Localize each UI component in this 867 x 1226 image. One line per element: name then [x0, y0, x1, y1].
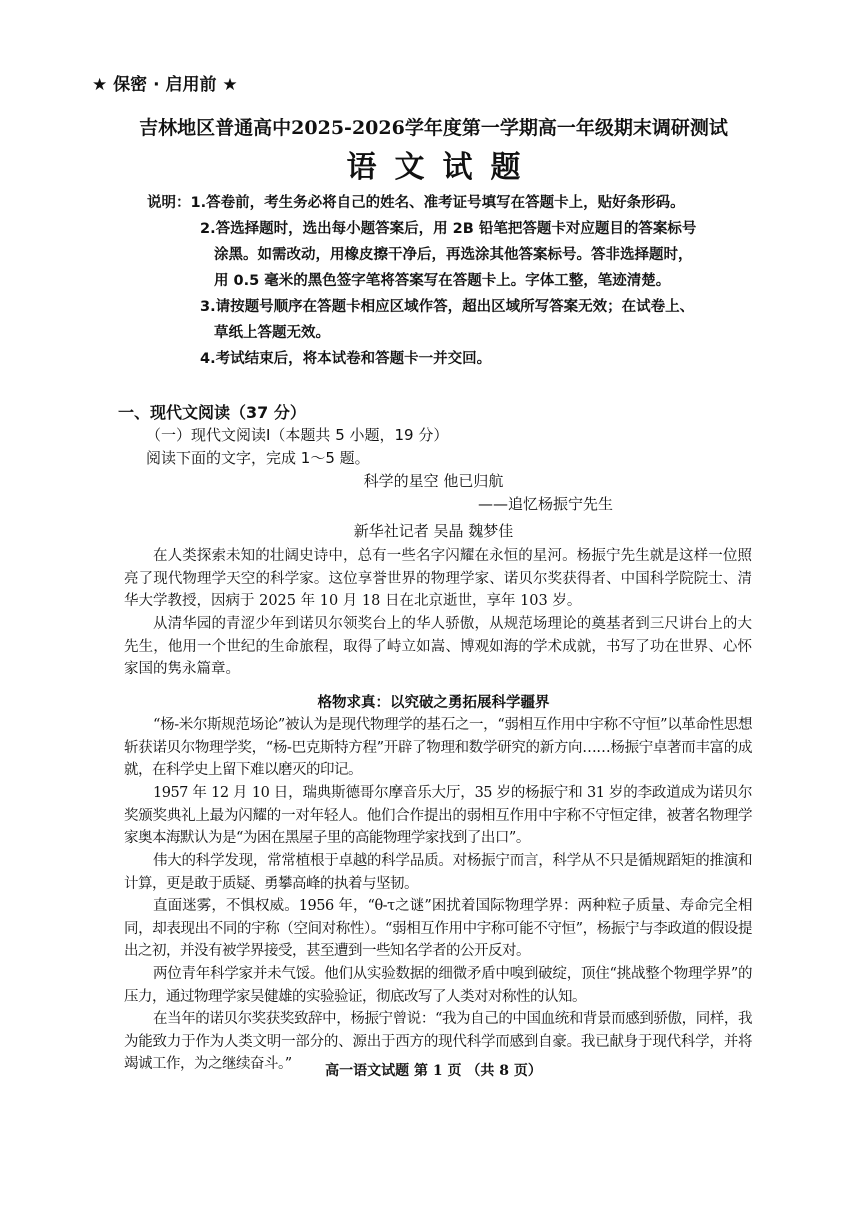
subject-title: 语文试题 [346, 150, 539, 185]
article-paragraph: 在人类探索未知的壮阔史诗中，总有一些名字闪耀在永恒的星河。杨振宁先生就是这样一位照亮了现代物理学天空的科学家。这位享誉世界的物理学家、诺贝尔奖获得者、中国科学院院士、清华大学教授，因病于 2025 年 10 月 18 日在北京逝世，享年 103 岁。 [124, 548, 752, 609]
instruction-line: 用 0.5 毫米的黑色签字笔将答案写在答题卡上。字体工整，笔迹清楚。 [214, 273, 671, 289]
article-title: 科学的星空 他已归航 [363, 472, 504, 490]
article-paragraph: 从清华园的青涩少年到诺贝尔领奖台上的华人骄傲，从规范场理论的奠基者到三尺讲台上的大先生，他用一个世纪的生命旅程，取得了峙立如嵩、博观如海的学术成就，书写了功在世界、心怀家国的隽永篇章。 [124, 616, 752, 677]
article-paragraph: 两位青年科学家并未气馁。他们从实验数据的细微矛盾中嗅到破绽，顶住“挑战整个物理学界”的压力，通过物理学家吴健雄的实验验证，彻底改写了人类对对称性的认知。 [124, 966, 752, 1005]
reading-prompt: 阅读下面的文字，完成 1～5 题。 [146, 449, 370, 467]
instruction-line: 涂黑。如需改动，用橡皮擦干净后，再选涂其他答案标号。答非选择题时， [214, 247, 693, 263]
exam-title: 吉林地区普通高中2025-2026学年度第一学期高一年级期末调研测试 [139, 117, 728, 139]
instruction-line: 草纸上答题无效。 [214, 325, 330, 341]
sub-heading: （一）现代文阅读Ⅰ（本题共 5 小题，19 分） [146, 426, 449, 444]
article-subtitle: ——追忆杨振宁先生 [478, 495, 614, 513]
article-paragraph: 伟大的科学发现，常常植根于卓越的科学品质。对杨振宁而言，科学从不只是循规蹈矩的推演和计算，更是敢于质疑、勇攀高峰的执着与坚韧。 [124, 853, 752, 892]
instruction-line: 2.答选择题时，选出每小题答案后，用 2B 铅笔把答题卡对应题目的答案标号 [200, 221, 697, 237]
confidential-mark: ★ 保密 · 启用前 ★ [92, 75, 238, 95]
instruction-line: 4.考试结束后，将本试卷和答题卡一并交回。 [200, 351, 492, 367]
article-section-title: 格物求真：以究破之勇拓展科学疆界 [317, 694, 550, 711]
section-heading: 一、现代文阅读（37 分） [118, 403, 306, 422]
article-paragraph: 直面迷雾，不惧权威。1956 年，“θ-τ之谜”困扰着国际物理学界：两种粒子质量、寿命完全相同，却表现出不同的宇称（空间对称性）。“弱相互作用中宇称可能不守恒”，杨振宁与李政道的假设提出之初，并没有被学界接受，甚至遭到一些知名学者的公开反对。 [124, 898, 752, 959]
article-paragraph: 1957 年 12 月 10 日，瑞典斯德哥尔摩音乐大厅，35 岁的杨振宁和 31 岁的李政道成为诺贝尔奖颁奖典礼上最为闪耀的一对年轻人。他们合作提出的弱相互作用中宇称不守恒定律，被著名物理学家奥本海默认为是“为困在黑屋子里的高能物理学家找到了出口”。 [124, 785, 752, 846]
instruction-line: 说明：1.答卷前，考生务必将自己的姓名、准考证号填写在答题卡上，贴好条形码。 [147, 195, 685, 211]
page-footer: 高一语文试题 第 1 页 （共 8 页） [325, 1063, 542, 1079]
article-byline: 新华社记者 吴晶 魏梦佳 [353, 522, 514, 540]
instruction-line: 3.请按题号顺序在答题卡相应区域作答，超出区域所写答案无效；在试卷上、 [200, 299, 695, 315]
article-paragraph: “杨-米尔斯规范场论”被认为是现代物理学的基石之一，“弱相互作用中宇称不守恒”以革命性思想斩获诺贝尔物理学奖，“杨-巴克斯特方程”开辟了物理和数学研究的新方向……杨振宁卓著而丰富的成就，在科学史上留下难以磨灭的印记。 [124, 717, 752, 778]
article-paragraph: 在当年的诺贝尔奖获奖致辞中，杨振宁曾说：“我为自己的中国血统和背景而感到骄傲，同样，我为能致力于作为人类文明一部分的、源出于西方的现代科学而感到自豪。我已献身于现代科学，并将竭诚工作，为之继续奋斗。” [124, 1011, 752, 1072]
